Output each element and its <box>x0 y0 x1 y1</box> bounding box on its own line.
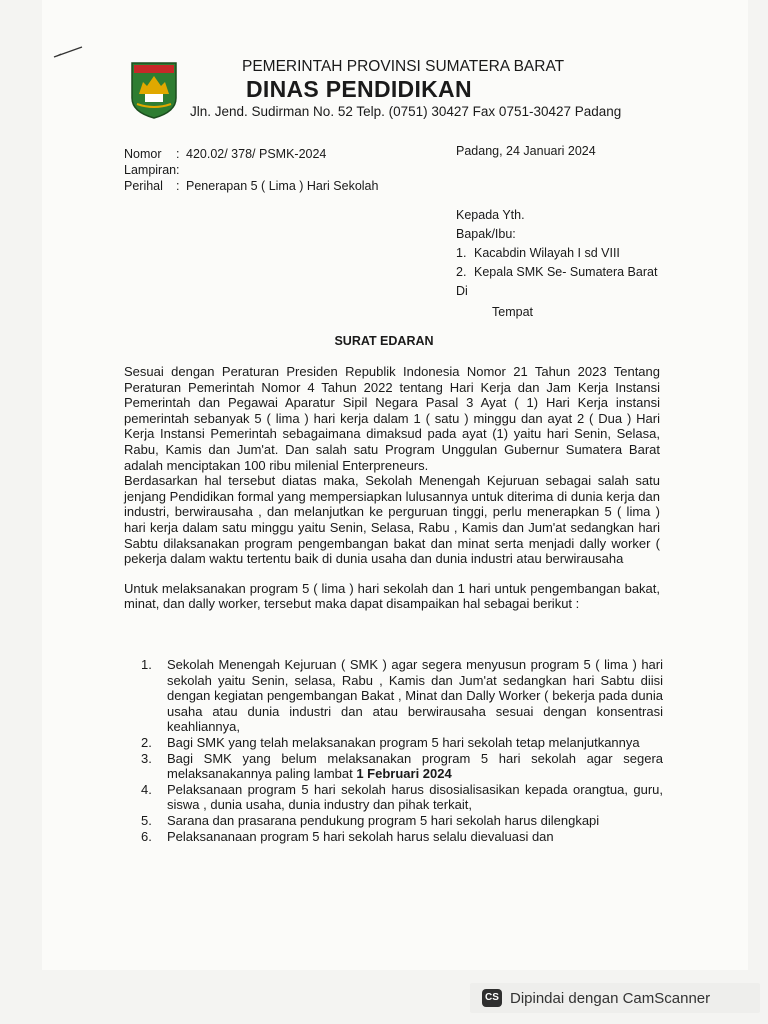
letter-date: Padang, 24 Januari 2024 <box>456 144 596 158</box>
list-item-number: 5. <box>141 812 152 828</box>
recipient-item-text: Kacabdin Wilayah I sd VIII <box>474 246 620 260</box>
sumatera-barat-emblem-icon <box>129 60 179 120</box>
letterhead-government: PEMERINTAH PROVINSI SUMATERA BARAT <box>242 58 565 75</box>
list-item <box>141 813 663 829</box>
meta-sep: : <box>176 179 180 193</box>
recipient-place: Tempat <box>492 305 533 319</box>
list-item-number: 3. <box>141 750 152 766</box>
list-item-text <box>167 751 663 782</box>
letterhead-address: Jln. Jend. Sudirman No. 52 Telp. (0751) 30427 Fax 0751-30427 Padang <box>190 104 622 119</box>
list-item <box>141 735 663 751</box>
meta-nomor-label: Nomor <box>124 147 162 161</box>
meta-sep: : <box>176 163 180 177</box>
recipient-salutation: Bapak/Ibu: <box>456 227 516 241</box>
body-paragraph-1: Sesuai dengan Peraturan Presiden Republik Indonesia Nomor 21 Tahun 2023 Tentang Peraturan Pemerintah Nomor 4 Tahun 2022 tentang Hari Kerja dan Jam Kerja Instansi Pemerintah dan Pegawai Aparatur Sipil Negara Pasal 3 Ayat ( 1) Hari Kerja instansi pemerintah sebanyak 5 ( lima ) hari kerja dalam 1 ( satu ) minggu dan ayat 2 ( Dua ) Hari Kerja Instansi Pemerintah sebagaimana dimaksud pada ayat (1) yaitu hari Senin, Selasa, Rabu, Kamis dan Jum'at. Dan salah satu Program Unggulan Gubernur Sumatera Barat adalah menciptakan 100 ribu milenial Enterpreneurs. <box>124 364 660 473</box>
meta-sep: : <box>176 147 180 161</box>
meta-lampiran <box>124 162 378 178</box>
recipient-block <box>456 206 657 322</box>
meta-perihal-value: Penerapan 5 ( Lima ) Hari Sekolah <box>186 179 379 193</box>
list-item <box>141 829 663 845</box>
body-paragraph-3: Untuk melaksanakan program 5 ( lima ) hari sekolah dan 1 hari untuk pengembangan bakat, minat, dan dally worker, tersebut maka dapat disampaikan hal sebagai berikut : <box>124 580 660 612</box>
recipient-di: Di <box>456 284 468 298</box>
list-item <box>141 782 663 813</box>
recipient-greeting: Kepada Yth. <box>456 208 525 222</box>
letter-meta <box>124 146 378 194</box>
list-item-number: 1. <box>141 657 152 672</box>
list-item <box>141 657 663 735</box>
letterhead-agency: DINAS PENDIDIKAN <box>246 76 472 102</box>
list-item-text: Sekolah Menengah Kejuruan ( SMK ) agar segera menyusun program 5 ( lima ) hari sekolah yaitu Senin, selasa, Rabu , Kamis dan Jum'at sedangkan hari Sabtu diisi dengan kegiatan pengembangan Bakat , Minat dan Dally Worker ( bekerja pada dunia usaha atau dunia industri dan atau berwirausaha sesuai dengan konsentrasi keahliannya, <box>167 657 663 735</box>
recipient-item <box>456 263 657 282</box>
body-paragraph-2: Berdasarkan hal tersebut diatas maka, Sekolah Menengah Kejuruan sebagai salah satu jenjang Pendidikan formal yang mempersiapkan lulusannya untuk diterima di dunia kerja dan industri, berwirausaha , dan melanjutkan ke perguruan tinggi, perlu menerapkan 5 ( lima ) hari kerja dalam satu minggu yaitu Senin, Selasa, Rabu , Kamis dan Jum'at sedangkan hari Sabtu dilaksanakan program pengembangan bakat dan minat serta menjadi dally worker ( pekerja dalam waktu tertentu baik di dunia usaha dan dunia industri atau berwirausaha <box>124 473 660 567</box>
list-item-text: Bagi SMK yang telah melaksanakan program 5 hari sekolah tetap melanjutkannya <box>167 734 640 750</box>
deadline-date: 1 Februari 2024 <box>356 766 452 782</box>
list-item-text: Sarana dan prasarana pendukung program 5 hari sekolah harus dilengkapi <box>167 812 600 828</box>
recipient-item-number: 2. <box>456 265 467 279</box>
list-item <box>141 751 663 782</box>
meta-perihal <box>124 178 378 194</box>
camscanner-icon: CS <box>482 989 502 1007</box>
recipient-item-number: 1. <box>456 246 467 260</box>
meta-nomor <box>124 146 378 162</box>
camscanner-watermark <box>470 983 760 1013</box>
list-item-number: 2. <box>141 734 152 750</box>
meta-lampiran-label: Lampiran <box>124 163 177 177</box>
list-item-text: Pelaksanaan program 5 hari sekolah harus disosialisasikan kepada orangtua, guru, siswa , dunia usaha, dunia industry dan pihak terkait, <box>167 781 663 813</box>
recipient-item <box>456 244 657 263</box>
list-item-number: 6. <box>141 828 152 844</box>
document-title: SURAT EDARAN <box>334 334 434 348</box>
list-item-text: Pelaksananaan program 5 hari sekolah harus selalu dievaluasi dan <box>167 828 554 844</box>
meta-perihal-label: Perihal <box>124 179 163 193</box>
recipient-item-text: Kepala SMK Se- Sumatera Barat <box>474 265 658 279</box>
list-item-number: 4. <box>141 781 152 797</box>
meta-nomor-value: 420.02/ 378/ PSMK-2024 <box>186 147 327 161</box>
pen-stroke-mark <box>52 44 86 60</box>
instruction-list <box>141 657 663 844</box>
letter-body <box>124 364 660 612</box>
list-item-text-part: Bagi SMK yang belum melaksanakan program 5 hari sekolah agar segera melaksanakannya paling lambat <box>167 750 663 782</box>
camscanner-text: Dipindai dengan CamScanner <box>510 989 711 1007</box>
